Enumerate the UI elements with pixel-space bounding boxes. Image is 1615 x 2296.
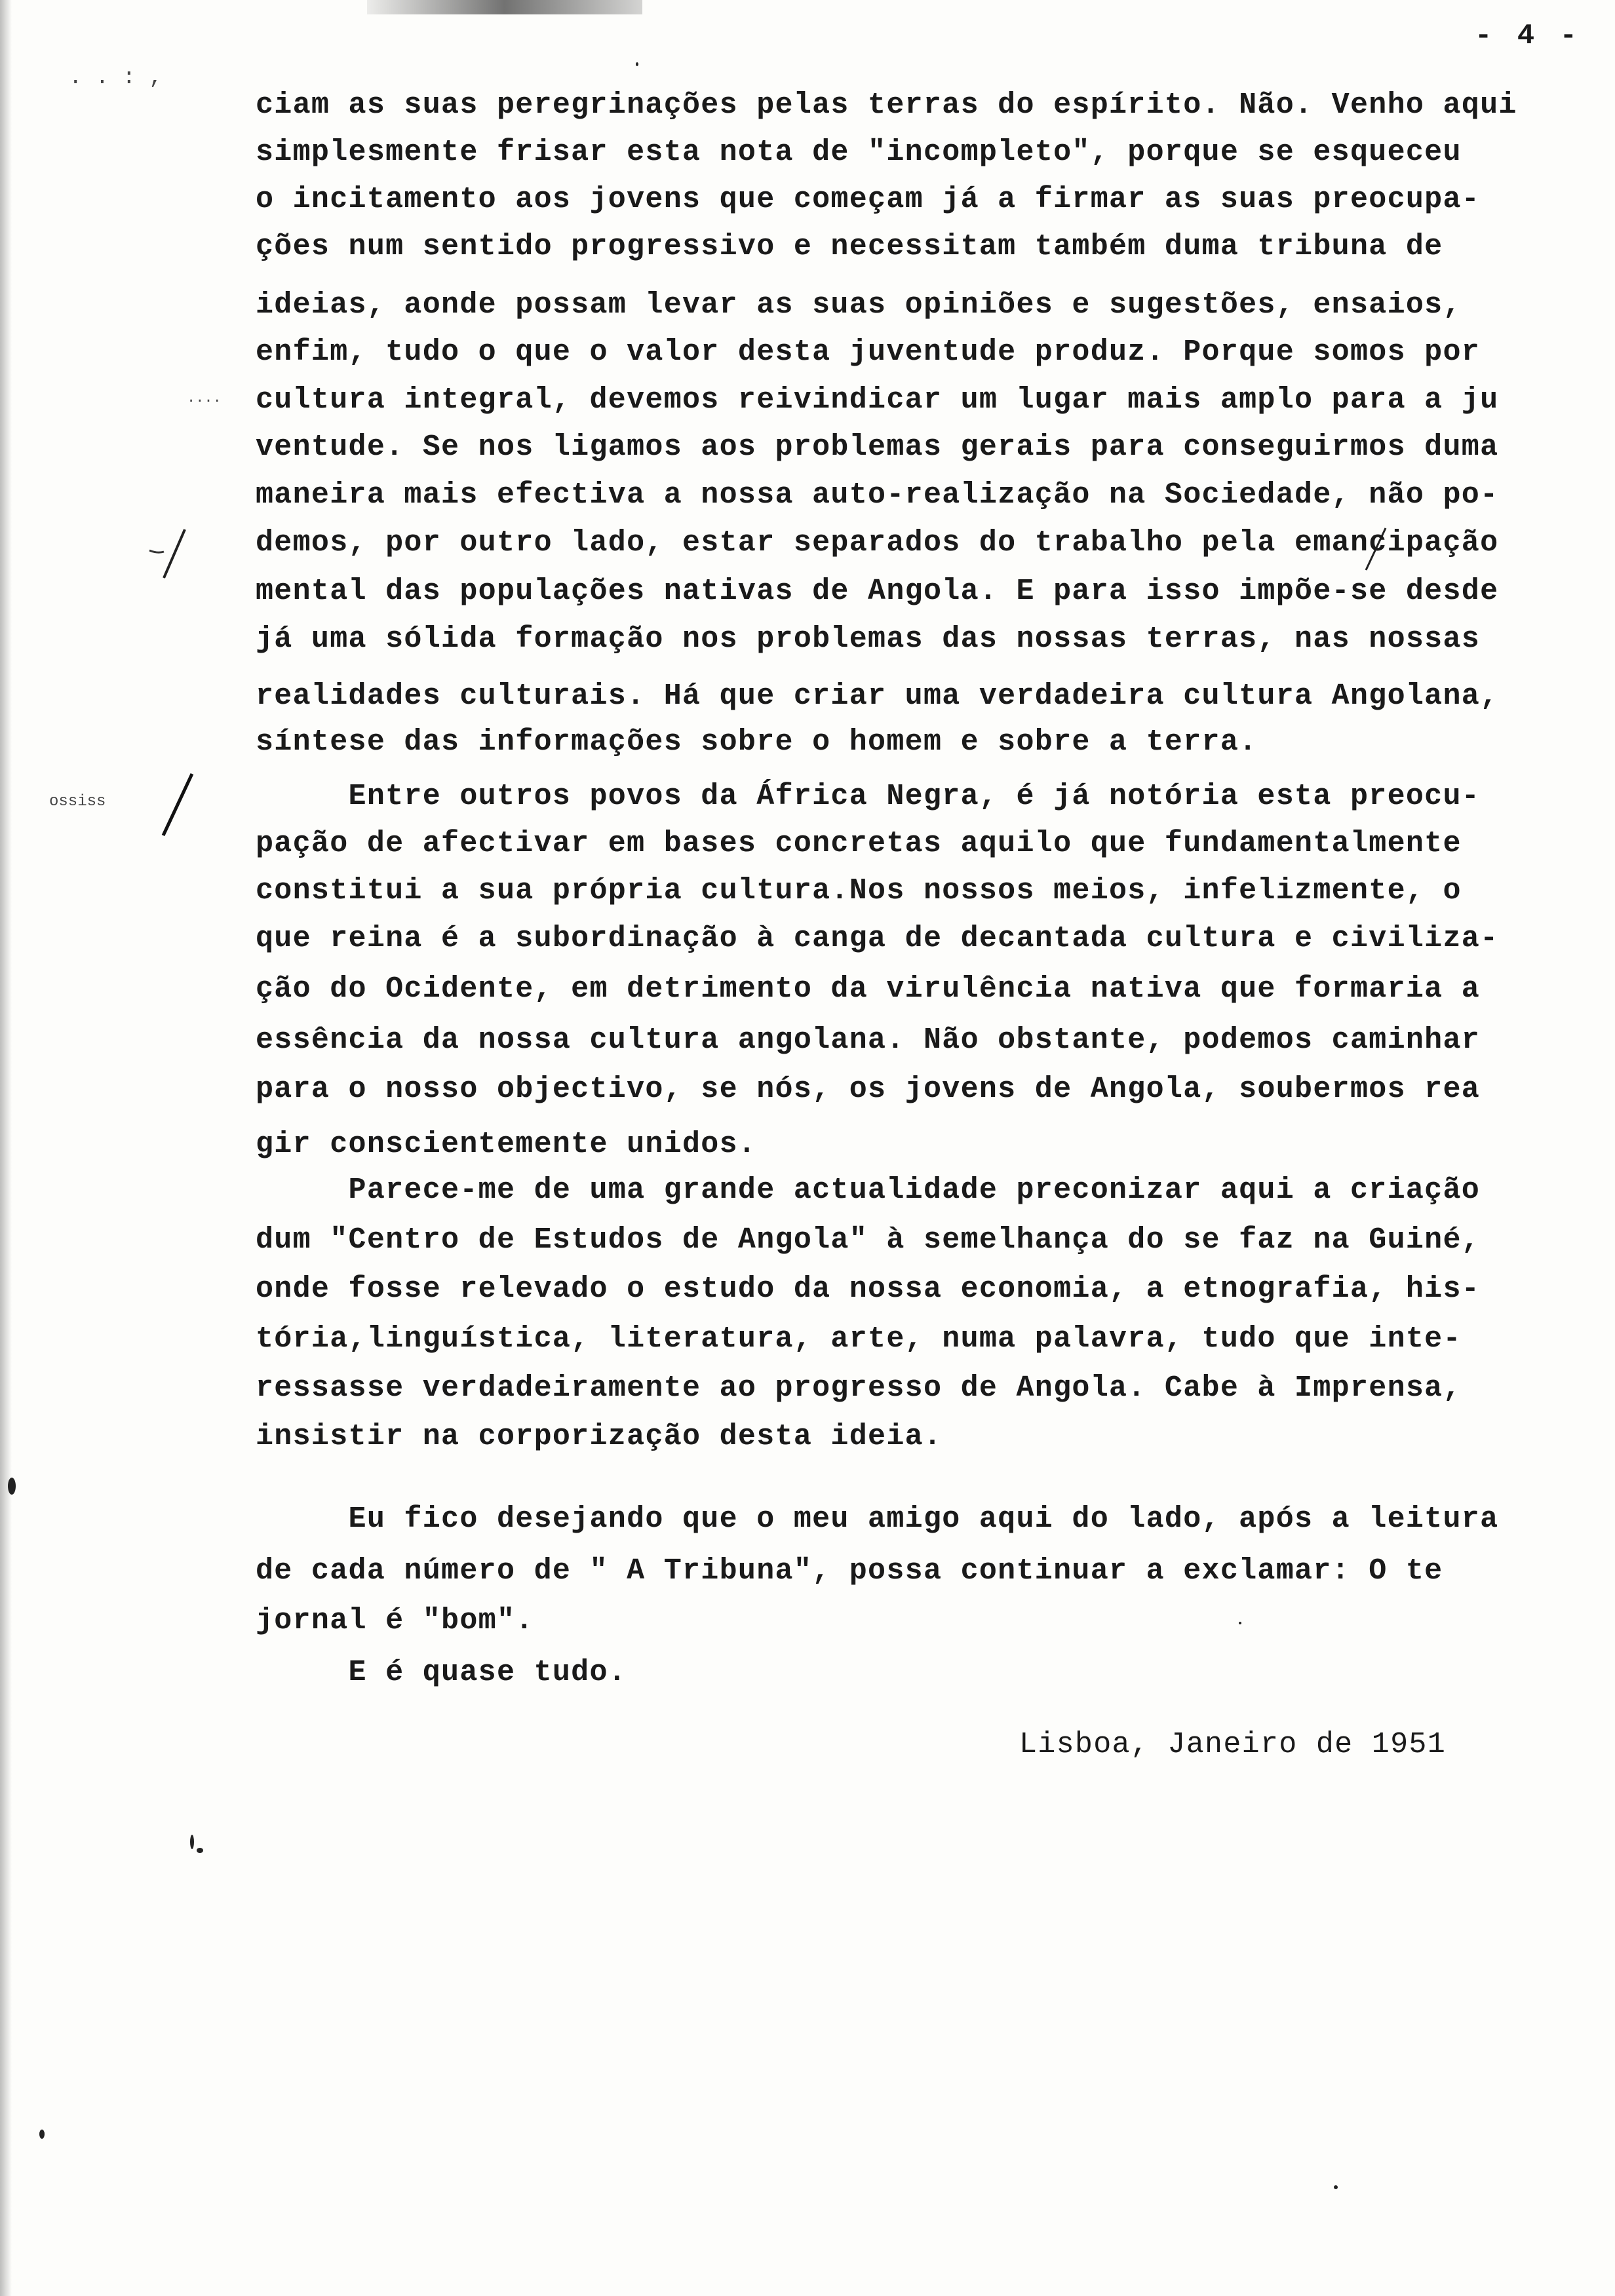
text-line: gir conscientemente unidos.: [256, 1128, 757, 1161]
scan-speck: [190, 1835, 194, 1849]
text-line: insistir na corporização desta ideia.: [256, 1420, 943, 1453]
text-line: de cada número de " A Tribuna", possa continuar a exclamar: O te: [256, 1554, 1443, 1588]
text-line: Entre outros povos da África Negra, é já notória esta preocu-: [256, 780, 1481, 813]
scan-top-smudge: [367, 0, 642, 14]
scan-speck: [39, 2130, 45, 2139]
scan-speck: [1239, 1622, 1241, 1624]
scan-speck: [197, 1848, 203, 1853]
text-line: E é quase tudo.: [256, 1656, 627, 1689]
text-line: enfim, tudo o que o valor desta juventude produz. Porque somos por: [256, 335, 1481, 369]
text-line: simplesmente frisar esta nota de "incompleto", porque se esqueceu: [256, 136, 1462, 169]
text-line: maneira mais efectiva a nossa auto-realização na Sociedade, não po-: [256, 478, 1499, 512]
text-line: ciam as suas peregrinações pelas terras do espírito. Não. Venho aqui: [256, 88, 1517, 122]
text-line: o incitamento aos jovens que começam já a firmar as suas preocupa-: [256, 183, 1481, 216]
text-line: ções num sentido progressivo e necessitam também duma tribuna de: [256, 230, 1443, 263]
text-line: mental das populações nativas de Angola. E para isso impõe-se desde: [256, 575, 1499, 608]
text-line: Eu fico desejando que o meu amigo aqui do lado, após a leitura: [256, 1502, 1499, 1536]
text-line: onde fosse relevado o estudo da nossa economia, a etnografia, his-: [256, 1272, 1481, 1306]
text-line: já uma sólida formação nos problemas das nossas terras, nas nossas: [256, 622, 1481, 656]
scan-speck: [636, 62, 638, 66]
text-line: jornal é "bom".: [256, 1604, 534, 1637]
text-line: pação de afectivar em bases concretas aquilo que fundamentalmente: [256, 827, 1462, 860]
scan-speck: [8, 1478, 16, 1495]
text-line: ideias, aonde possam levar as suas opiniões e sugestões, ensaios,: [256, 288, 1462, 322]
text-line: Parece-me de uma grande actualidade preconizar aqui a criação: [256, 1174, 1481, 1207]
page-number: - 4 -: [1475, 20, 1582, 52]
text-line: constitui a sua própria cultura.Nos nossos meios, infelizmente, o: [256, 874, 1462, 908]
text-line: realidades culturais. Há que criar uma verdadeira cultura Angolana,: [256, 679, 1499, 713]
margin-note-left-2: ossiss: [49, 793, 106, 811]
margin-note-top-left: . . : ,: [69, 66, 163, 90]
text-line: cultura integral, devemos reivindicar um lugar mais amplo para a ju: [256, 383, 1499, 417]
scan-speck: [1334, 2185, 1338, 2189]
text-line: demos, por outro lado, estar separados do trabalho pela emancipação: [256, 526, 1499, 560]
text-line: tória,linguística, literatura, arte, numa palavra, tudo que inte-: [256, 1322, 1462, 1356]
margin-note-mid-left: ....: [187, 390, 222, 406]
text-line: que reina é a subordinação à canga de decantada cultura e civiliza-: [256, 922, 1499, 955]
text-line: dum "Centro de Estudos de Angola" à semelhança do se faz na Guiné,: [256, 1223, 1481, 1257]
signature-place-date: Lisboa, Janeiro de 1951: [1019, 1728, 1447, 1761]
text-line: ventude. Se nos ligamos aos problemas gerais para conseguirmos duma: [256, 430, 1499, 464]
margin-slash-mark-1: [144, 524, 197, 583]
scan-left-edge-shadow: [0, 0, 12, 2296]
text-line: síntese das informações sobre o homem e sobre a terra.: [256, 725, 1258, 759]
text-line: essência da nossa cultura angolana. Não obstante, podemos caminhar: [256, 1024, 1481, 1057]
text-line: para o nosso objectivo, se nós, os jovens de Angola, soubermos rea: [256, 1073, 1481, 1106]
margin-slash-mark-2: [154, 770, 200, 842]
text-line: ressasse verdadeiramente ao progresso de Angola. Cabe à Imprensa,: [256, 1371, 1462, 1405]
text-line: ção do Ocidente, em detrimento da virulência nativa que formaria a: [256, 972, 1481, 1006]
